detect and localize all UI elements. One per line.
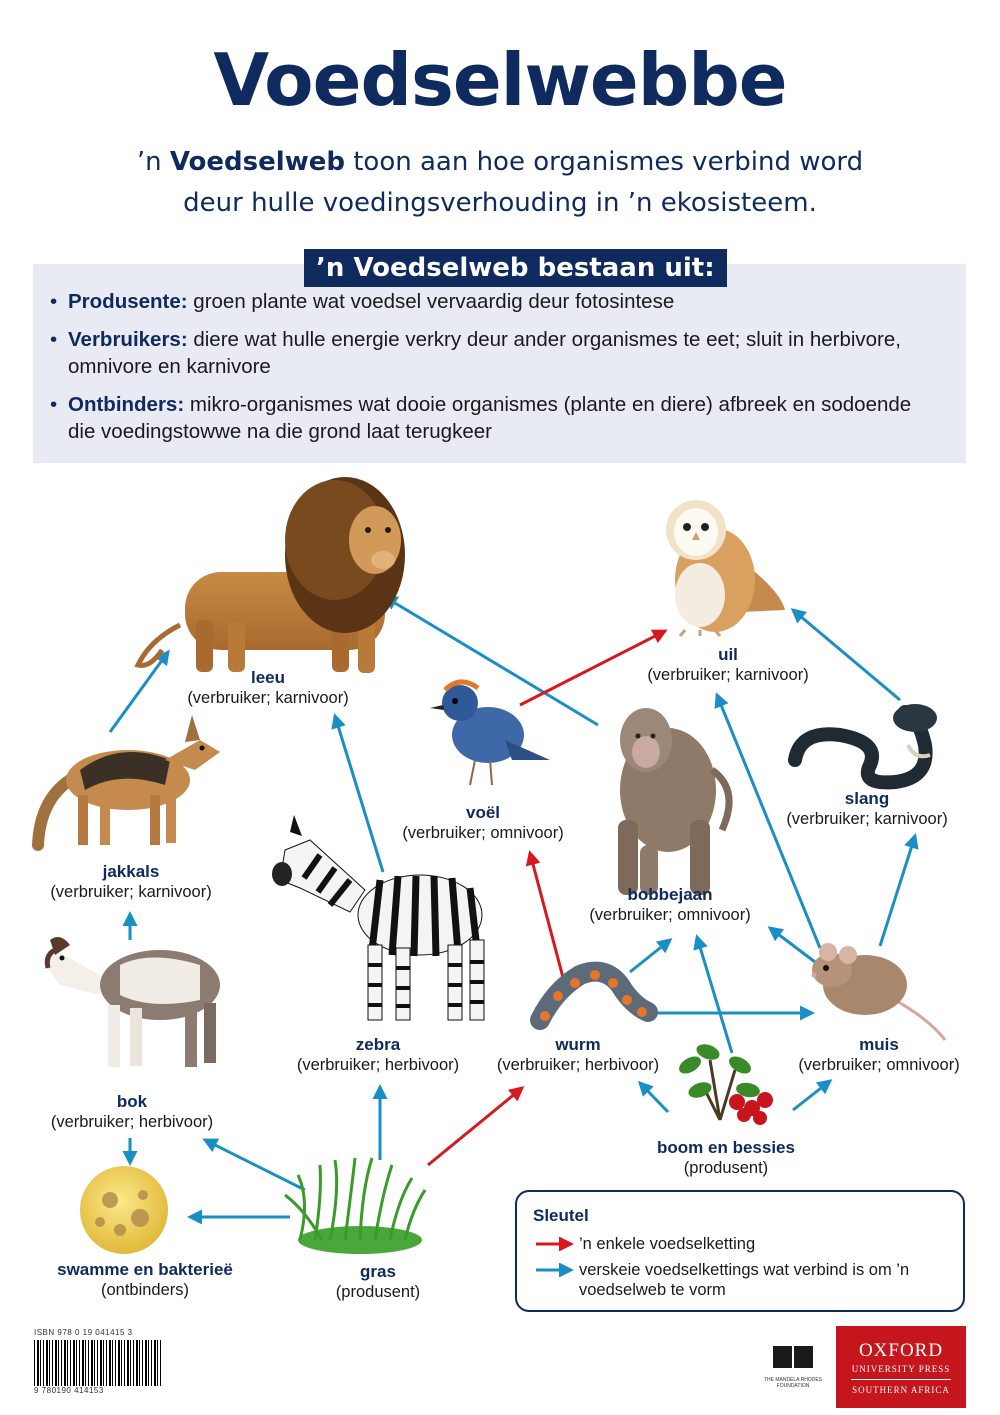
grass-image (285, 1158, 425, 1254)
owl-image (666, 500, 785, 636)
lion-image (138, 477, 405, 673)
arrow-bobbejaan-leeu (385, 597, 598, 725)
arrow-zebra-leeu (335, 716, 383, 872)
key-row-blue: verskeie voedselkettings wat verbind is om ’n voedselweb te vorm (535, 1260, 939, 1300)
info-box-heading: ’n Voedselweb bestaan uit: (304, 249, 727, 287)
arrow-boom-muis (793, 1081, 830, 1110)
label-swamme: swamme en bakterieë (ontbinders) (57, 1260, 233, 1299)
arrow-wurm-voel (530, 853, 565, 985)
mandela-rhodes-logo: THE MANDELA RHODES FOUNDATION (760, 1346, 826, 1406)
fungi-image (80, 1166, 168, 1254)
subtitle: ’n Voedselweb toon aan hoe organismes verbind word deur hulle voedingsverhouding in ’n ekosisteem. (136, 147, 864, 218)
key-legend (515, 1190, 965, 1312)
label-leeu: leeu (verbruiker; karnivoor) (187, 668, 349, 707)
label-jakkals: jakkals (verbruiker; karnivoor) (50, 862, 212, 901)
key-row-red: ’n enkele voedselketting (535, 1234, 939, 1254)
baboon-image (618, 708, 729, 895)
key-title: Sleutel (533, 1206, 589, 1225)
label-wurm: wurm (verbruiker; herbivoor) (496, 1035, 660, 1074)
label-muis: muis (verbruiker; omnivoor) (798, 1035, 960, 1074)
goat-image (45, 937, 220, 1067)
arrow-voel-uil (520, 631, 665, 705)
label-bobbejaan: bobbejaan (verbruiker; omnivoor) (589, 885, 751, 924)
label-boom: boom en bessies (produsent) (657, 1138, 795, 1177)
arrow-wurm-bobbejaan (630, 940, 670, 972)
label-uil: uil (verbruiker; karnivoor) (647, 645, 809, 684)
label-voel: voël (verbruiker; omnivoor) (402, 803, 564, 842)
label-zebra: zebra (verbruiker; herbivoor) (296, 1035, 460, 1074)
caterpillar-image (540, 970, 648, 1021)
red-arrow-icon (535, 1237, 575, 1251)
list-item: • Ontbinders: mikro-organismes wat dooie organismes (plante en diere) afbreek en sodoende die voedingstowwe na die grond laat terugkeer (48, 391, 928, 445)
arrow-gras-bok (205, 1140, 305, 1190)
list-item: • Produsente: groen plante wat voedsel vervaardig deur fotosintese (48, 288, 928, 315)
arrow-gras-wurm (428, 1088, 522, 1165)
barcode: ISBN 978 0 19 041415 3 9 780190 414153 (34, 1328, 162, 1398)
arrow-muis-bobbejaan (770, 928, 815, 962)
oxford-logo: OXFORD UNIVERSITY PRESS SOUTHERN AFRICA (836, 1326, 966, 1408)
list-item: • Verbruikers: diere wat hulle energie verkry deur ander organismes te eet; sluit in herbivore, omnivore en karnivore (48, 326, 928, 380)
arrow-boom-bobbejaan (697, 937, 732, 1053)
arrow-slang-uil (793, 610, 900, 700)
blue-arrow-icon (535, 1263, 575, 1277)
snake-image (795, 704, 937, 782)
label-slang: slang (verbruiker; karnivoor) (786, 789, 948, 828)
jackal-image (38, 715, 220, 845)
arrow-boom-wurm (640, 1083, 668, 1112)
arrow-muis-slang (880, 836, 915, 946)
label-bok: bok (verbruiker; herbivoor) (50, 1092, 214, 1131)
zebra-image (272, 815, 484, 1020)
page-title: Voedselwebbe (213, 38, 787, 122)
berry-bush-image (676, 1041, 773, 1125)
label-gras: gras (produsent) (335, 1262, 421, 1301)
mouse-image (812, 943, 946, 1040)
barcode-bars (34, 1340, 162, 1386)
